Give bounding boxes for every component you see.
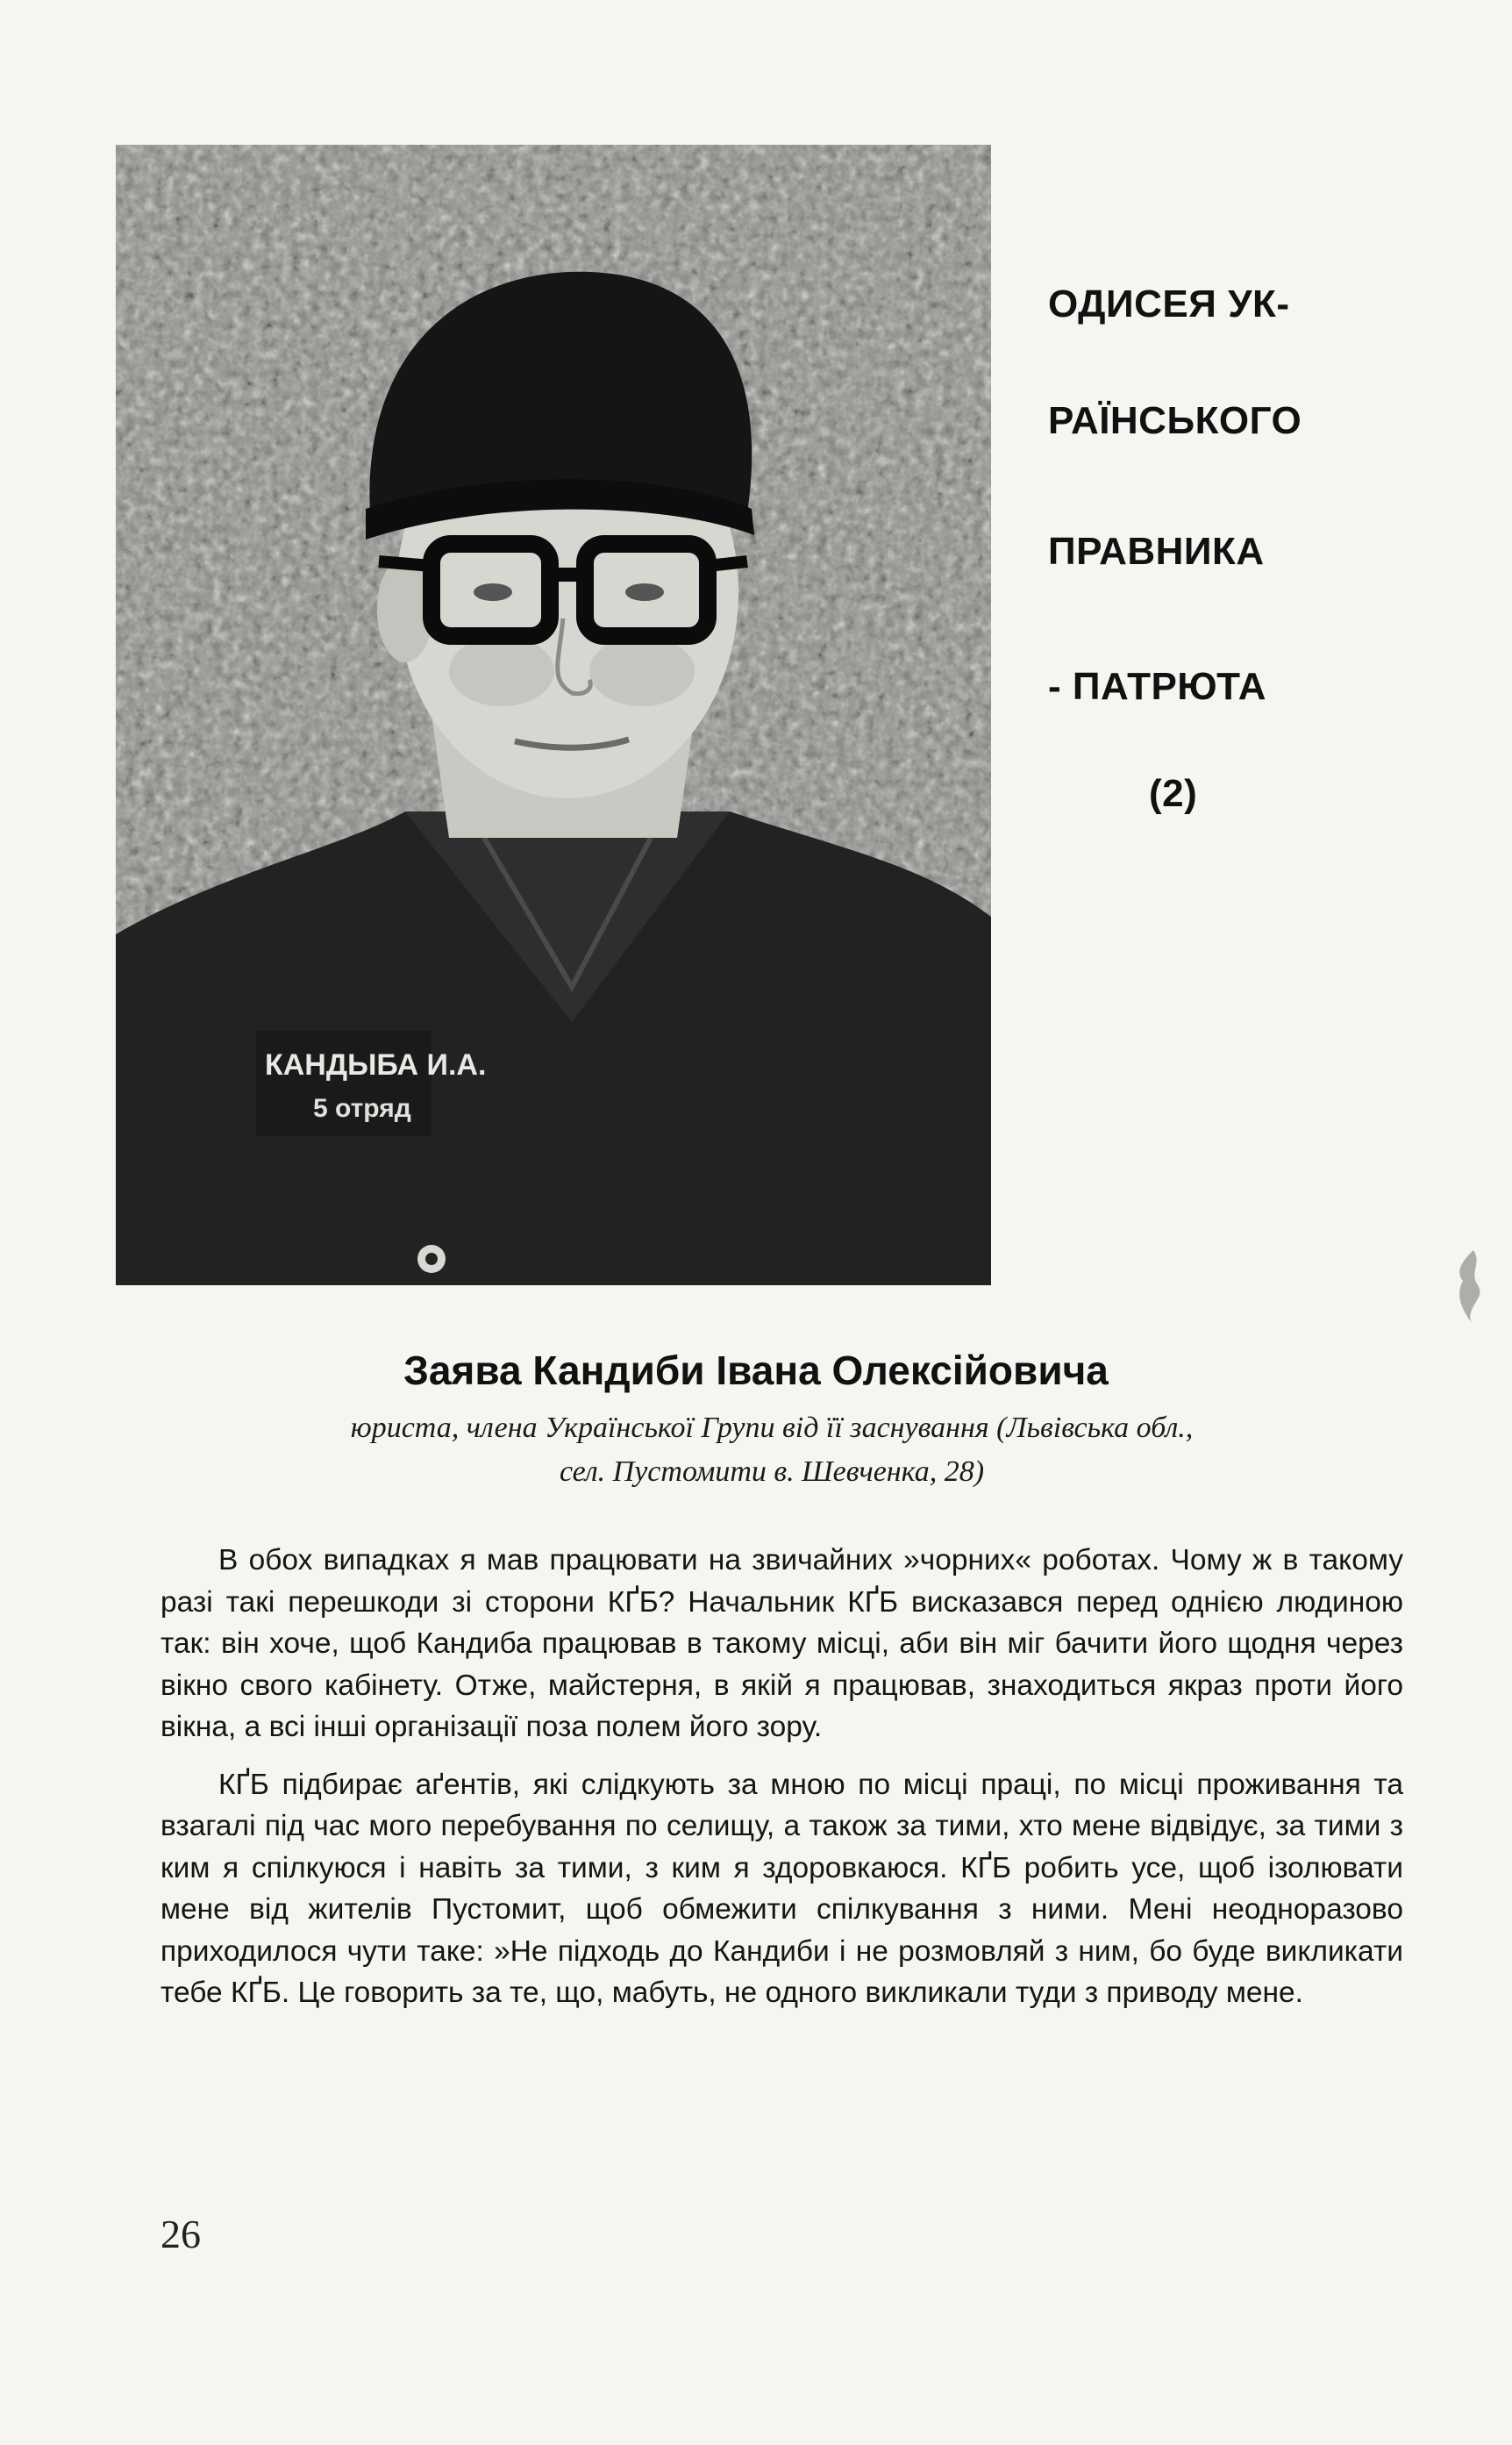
article-body — [160, 1540, 1403, 2030]
article-heading-line-3: ПРАВНИКА — [1048, 530, 1265, 573]
article-heading-line-4: - ПАТРЮТА — [1048, 665, 1266, 708]
portrait-image — [116, 145, 991, 1285]
article-part-number: (2) — [1149, 772, 1198, 815]
body-paragraph-1: В обох випадках я мав працювати на звичайних »чорних« роботах. Чому ж в такому разі такі перешкоди зі сторони КҐБ? Начальник КҐБ висказався перед однією людиною так: він хоче, щоб Кандиба працював в такому місці, аби він міг бачити його щодня через вікно свого кабінету. Отже, майстерня, в якій я працював, знаходиться якраз проти його вікна, а всі інші організації поза полем його зору. — [160, 1544, 1403, 1743]
badge-name-text: КАНДЫБА И.А. — [265, 1048, 487, 1082]
page-number: 26 — [160, 2212, 201, 2256]
subtitle-line-2: сел. Пустомити в. Шевченка, 28) — [559, 1455, 985, 1488]
subtitle-line-1: юриста, члена Української Групи від її заснування (Львівська обл., — [350, 1412, 1194, 1444]
portrait-photo — [116, 145, 991, 1285]
paper-blemish — [1447, 1246, 1491, 1325]
article-heading-line-1: ОДИСЕЯ УК- — [1048, 282, 1290, 325]
statement-title: Заява Кандиби Івана Олексійовича — [403, 1348, 1109, 1393]
article-heading-line-2: РАЇНСЬКОГО — [1048, 399, 1302, 442]
body-paragraph-2: КҐБ підбирає аґентів, які слідкують за мною по місці праці, по місці проживання та взагалі під час мого перебування по селищу, а також за тими, хто мене відвідує, за тими з ким я спілкуюся і навіть за тими, з ким я здоровкаюся. КҐБ робить усе, щоб ізолювати мене від жителів Пустомит, щоб обмежити спілкування з ними. Мені неодноразово приходилося чути таке: »Не підходь до Кандиби і не розмовляй з ним, бо буде викликати тебе КҐБ. Це говорить за те, що, мабуть, не одного викликали туди з приводу мене. — [160, 1768, 1403, 2009]
statement-subtitle — [228, 1406, 1316, 1494]
badge-unit-text: 5 отряд — [313, 1094, 411, 1123]
